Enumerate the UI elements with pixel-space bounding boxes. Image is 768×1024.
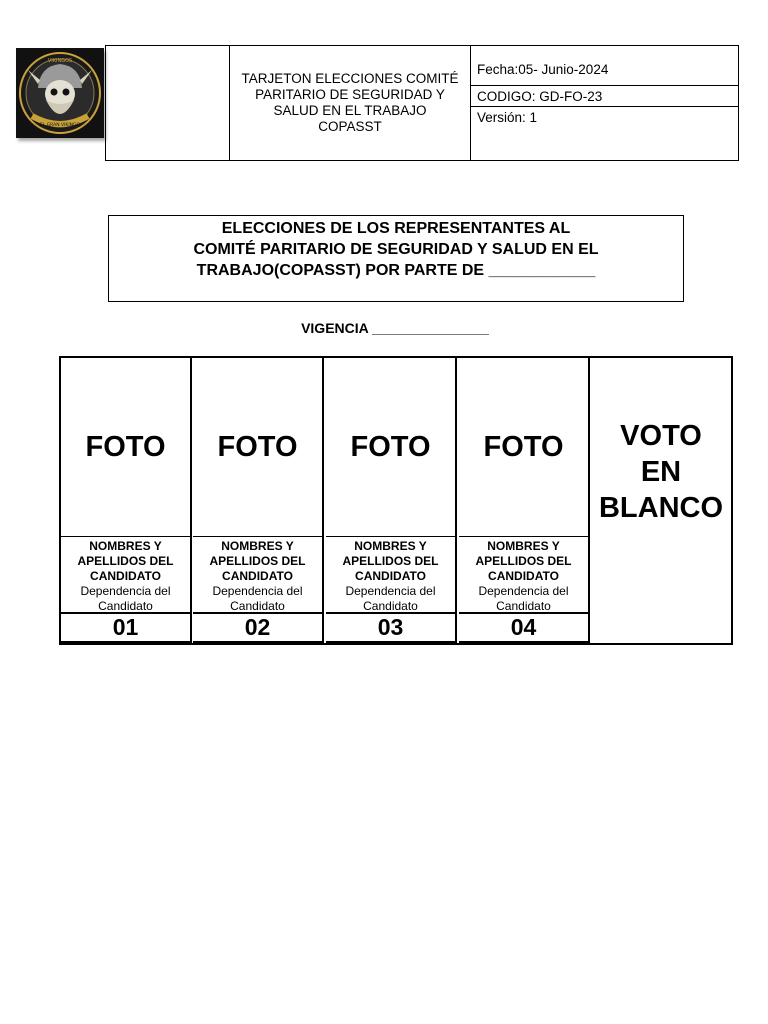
header-title-line: PARITARIO DE SEGURIDAD Y [255, 87, 445, 102]
candidate-name-line: CANDIDATO [222, 569, 293, 583]
candidate-name-line: APELLIDOS DEL [342, 554, 439, 568]
candidate-info [326, 537, 455, 614]
candidate-name-line: CANDIDATO [488, 569, 559, 583]
blank-vote-line: BLANCO [598, 492, 724, 524]
candidate-name-line: CANDIDATO [355, 569, 426, 583]
candidate-name-line: CANDIDATO [90, 569, 161, 583]
candidate-cell[interactable] [61, 358, 192, 643]
candidate-name-line: NOMBRES Y [487, 539, 560, 553]
candidate-name-line: NOMBRES Y [354, 539, 427, 553]
elections-heading-box [108, 215, 684, 302]
header-title [230, 46, 471, 160]
candidate-dependency-line: Candidato [98, 599, 153, 613]
ballot-table [59, 356, 733, 645]
candidate-info [193, 537, 322, 614]
candidate-photo: FOTO [61, 358, 190, 537]
vigencia-label: VIGENCIA _______________ [301, 320, 489, 336]
candidate-number: 01 [61, 614, 190, 643]
candidate-number: 03 [326, 614, 455, 643]
candidate-dependency-line: Candidato [363, 599, 418, 613]
candidate-name-line: NOMBRES Y [221, 539, 294, 553]
candidate-dependency-line: Candidato [496, 599, 551, 613]
logo-text-top: VIKINGOS [47, 58, 73, 64]
header-empty-cell [106, 46, 230, 160]
candidate-name-line: APELLIDOS DEL [209, 554, 306, 568]
candidate-photo: FOTO [459, 358, 588, 537]
candidate-photo: FOTO [193, 358, 322, 537]
blank-vote-line: EN [640, 456, 682, 488]
candidate-dependency-line: Candidato [230, 599, 285, 613]
candidate-cell[interactable] [326, 358, 457, 643]
candidate-dependency-line: Dependencia del [345, 584, 436, 598]
header-fecha: Fecha:05- Junio-2024 [471, 46, 738, 86]
company-logo [16, 48, 104, 138]
candidate-photo: FOTO [326, 358, 455, 537]
candidate-dependency-line: Dependencia del [478, 584, 569, 598]
header-codigo: CODIGO: GD-FO-23 [471, 86, 738, 107]
viking-skull-logo-icon [16, 48, 104, 138]
candidate-info [61, 537, 190, 614]
candidate-cell[interactable] [193, 358, 324, 643]
blank-vote-cell[interactable] [591, 358, 731, 643]
candidate-name-line: NOMBRES Y [89, 539, 162, 553]
header-title-line: SALUD EN EL TRABAJO [273, 103, 427, 118]
header-title-line: TARJETON ELECCIONES COMITÉ [241, 71, 459, 86]
document-header [105, 45, 739, 161]
candidate-cell[interactable] [459, 358, 590, 643]
candidate-number: 02 [193, 614, 322, 643]
header-version: Versión: 1 [477, 109, 538, 125]
blank-vote-line: VOTO [620, 420, 702, 452]
header-title-line: COPASST [318, 119, 382, 134]
elections-line: COMITÉ PARITARIO DE SEGURIDAD Y SALUD EN EL [193, 241, 599, 258]
candidate-dependency-line: Dependencia del [80, 584, 171, 598]
candidate-name-line: APELLIDOS DEL [77, 554, 174, 568]
logo-text-bottom: EL GRAN VIKINGO [39, 123, 81, 128]
elections-line: TRABAJO(COPASST) POR PARTE DE ____________ [196, 262, 596, 279]
header-meta [471, 46, 738, 160]
candidate-number: 04 [459, 614, 588, 643]
elections-line: ELECCIONES DE LOS REPRESENTANTES AL [221, 220, 571, 237]
candidate-info [459, 537, 588, 614]
candidate-dependency-line: Dependencia del [212, 584, 303, 598]
candidate-name-line: APELLIDOS DEL [475, 554, 572, 568]
